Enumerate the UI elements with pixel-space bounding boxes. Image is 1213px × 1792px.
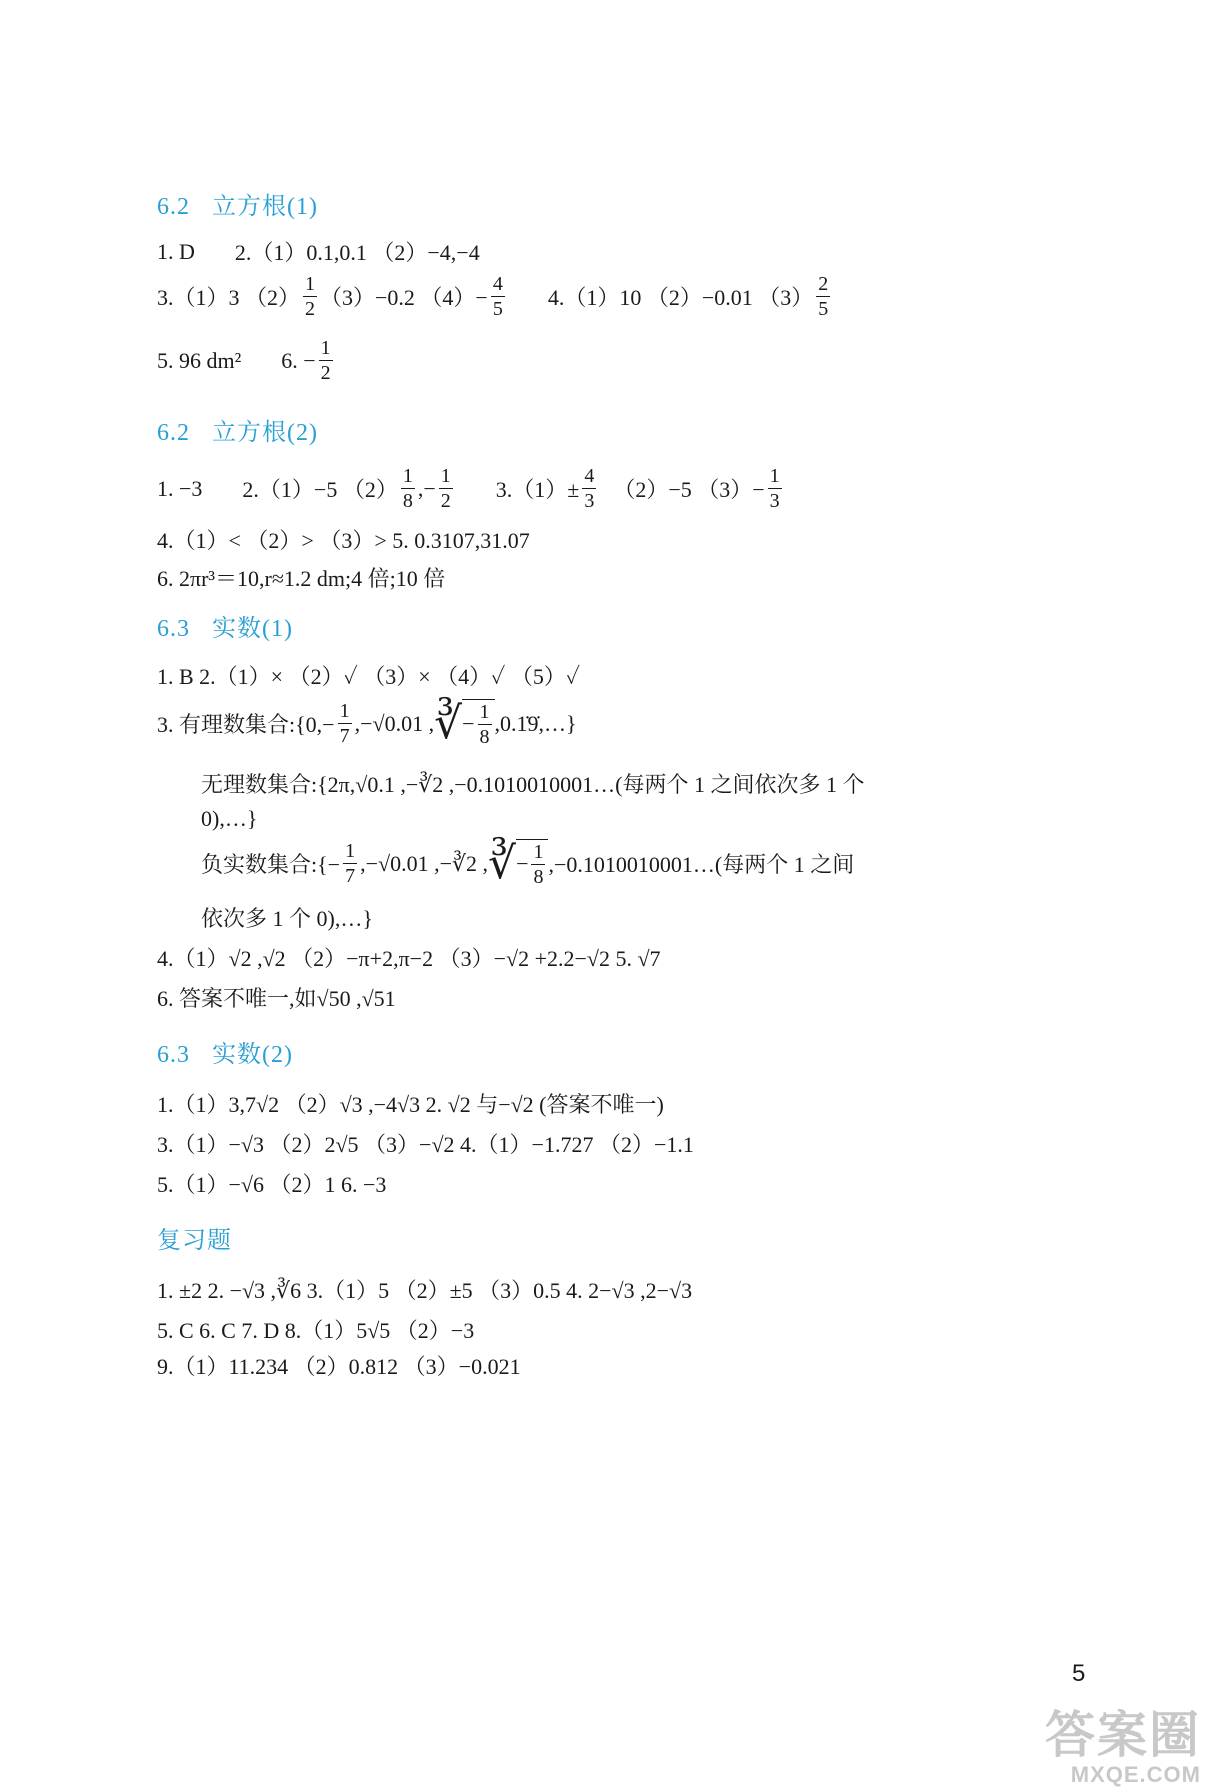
answer-line: 1. −3 2.（1）−5 （2） $\frac{1}{8}$ ,− $\frac{1}{2}$ 3.（1）± $\frac{4}{3}$ （2）−5 （3）− $\frac{1}{3}$	[157, 465, 780, 512]
fraction: $\frac{4}{3}$	[584, 465, 595, 512]
answer-line: 负实数集合:{− $\frac{1}{7}$ ,−√0.01 ,−∛2 , ∛ − $\frac{1}{8}$ ,−0.1010010001…(每两个 1 之间	[201, 839, 855, 888]
fraction: $\frac{1}{2}$	[320, 337, 331, 384]
page-number: 5	[1072, 1660, 1086, 1687]
fraction: $\frac{1}{3}$	[769, 465, 780, 512]
answer-line: 6. 2πr³＝10,r≈1.2 dm;4 倍;10 倍	[157, 566, 446, 591]
section-heading-real-numbers-1: 6.3 实数(1)	[157, 616, 293, 642]
answer-line: 5. C 6. C 7. D 8.（1）5√5 （2）−3	[157, 1318, 475, 1343]
section-heading-cube-root-1: 6.2 立方根(1)	[157, 194, 318, 220]
cube-root-expression: ∛ − $\frac{1}{8}$	[488, 838, 548, 889]
answer-line: 4.（1）< （2）> （3）> 5. 0.3107,31.07	[157, 528, 530, 553]
answer-line: 0),…}	[201, 806, 258, 831]
answer-line: 1. ±2 2. −√3 ,∛6 3.（1）5 （2）±5 （3）0.5 4. 2−√3 ,2−√3	[157, 1278, 693, 1303]
section-heading-review: 复习题	[157, 1228, 232, 1254]
fraction: $\frac{1}{7}$	[345, 840, 356, 887]
fraction: $\frac{1}{2}$	[305, 273, 316, 320]
answer-line: 9.（1）11.234 （2）0.812 （3）−0.021	[157, 1354, 521, 1379]
answer-line: 依次多 1 个 0),…}	[201, 906, 373, 931]
fraction: $\frac{2}{5}$	[818, 273, 829, 320]
section-heading-real-numbers-2: 6.3 实数(2)	[157, 1042, 293, 1068]
answer-line: 1. D 2.（1）0.1,0.1 （2）−4,−4	[157, 238, 480, 265]
answer-line: 3.（1）3 （2） $\frac{1}{2}$ （3）−0.2 （4）− $\frac{4}{5}$ 4.（1）10 （2）−0.01 （3） $\frac{2}{5}$	[157, 273, 829, 320]
section-heading-cube-root-2: 6.2 立方根(2)	[157, 420, 318, 446]
answer-line: 无理数集合:{2π,√0.1 ,−∛2 ,−0.1010010001…(每两个 1 之间依次多 1 个	[201, 772, 865, 797]
answer-line: 1. B 2.（1）× （2）✓ （3）× （4）✓ （5）✓	[157, 664, 581, 689]
answer-line: 3.（1）−√3 （2）2√5 （3）−√2 4.（1）−1.727 （2）−1.1	[157, 1132, 694, 1157]
fraction: $\frac{1}{7}$	[339, 700, 350, 747]
cube-root-expression: ∛ − $\frac{1}{8}$	[434, 698, 494, 749]
answer-line: 4.（1）√2 ,√2 （2）−π+2,π−2 （3）−√2 +2.2−√2 5. √7	[157, 946, 661, 971]
fraction: $\frac{4}{5}$	[492, 273, 503, 320]
fraction: $\frac{1}{2}$	[440, 465, 451, 512]
fraction: $\frac{1}{8}$	[402, 465, 413, 512]
answer-line: 6. 答案不唯一,如√50 ,√51	[157, 986, 396, 1011]
answer-line: 5.（1）−√6 （2）1 6. −3	[157, 1172, 387, 1197]
answer-line: 3. 有理数集合:{0,− $\frac{1}{7}$ ,−√0.01 , ∛ − $\frac{1}{8}$ ,0.1̇9̇,…}	[157, 699, 577, 748]
answer-line: 1.（1）3,7√2 （2）√3 ,−4√3 2. √2 与−√2 (答案不唯一)	[157, 1092, 664, 1117]
watermark-logo: 答案圈 MXQE.COM	[1045, 1707, 1201, 1787]
answer-line: 5. 96 dm² 6. − $\frac{1}{2}$	[157, 337, 331, 384]
